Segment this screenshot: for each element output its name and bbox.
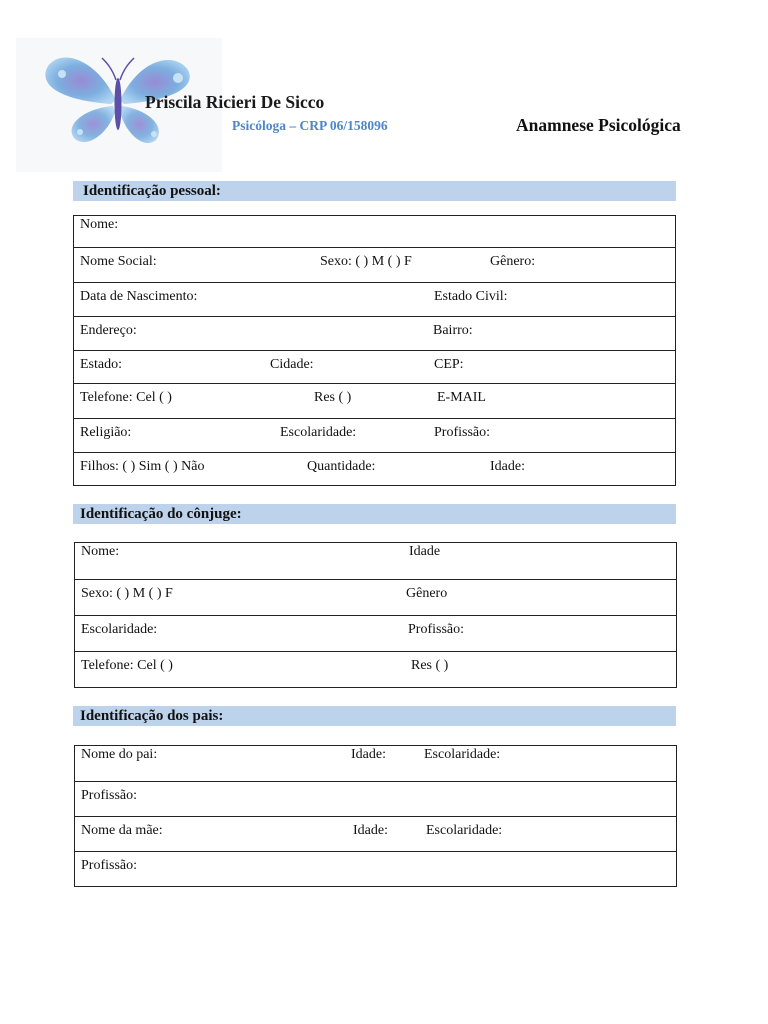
form-row: [75, 816, 676, 851]
field-label: Gênero: [406, 586, 448, 601]
field-label: Res ( ): [411, 658, 449, 673]
field-label: Profissão:: [434, 425, 490, 440]
field-label: Nome:: [81, 544, 120, 559]
field-label: Escolaridade:: [280, 425, 357, 440]
field-label: Profissão:: [81, 788, 137, 803]
form-row: [74, 452, 675, 485]
field-label: Telefone: Cel ( ): [80, 390, 172, 405]
field-label: Res ( ): [314, 390, 352, 405]
field-label: Idade: [409, 544, 441, 559]
table-pais: [74, 745, 677, 887]
form-row: [75, 746, 676, 781]
crp-registration: Psicóloga – CRP 06/158096: [232, 118, 388, 133]
field-label: Escolaridade:: [81, 622, 158, 637]
form-row: [75, 579, 676, 615]
field-label: Filhos: ( ) Sim ( ) Não: [80, 459, 205, 474]
field-label: Idade:: [351, 747, 386, 762]
form-row: [74, 216, 675, 247]
field-label: CEP:: [434, 357, 464, 372]
field-label: Profissão:: [81, 858, 137, 873]
form-row: [74, 350, 675, 383]
form-row: [75, 851, 676, 886]
form-row: [74, 316, 675, 350]
field-label: Escolaridade:: [424, 747, 501, 762]
form-row: [75, 615, 676, 651]
field-label: Sexo: ( ) M ( ) F: [81, 586, 173, 601]
field-label: Estado Civil:: [434, 289, 508, 304]
field-label: Bairro:: [433, 323, 473, 338]
field-label: Nome:: [80, 217, 119, 232]
form-row: [75, 543, 676, 579]
section-heading-conjuge: Identificação do cônjuge:: [73, 504, 676, 524]
field-label: E-MAIL: [437, 390, 486, 405]
form-row: [74, 418, 675, 452]
form-row: [75, 781, 676, 816]
form-row: [74, 282, 675, 316]
field-label: Nome do pai:: [81, 747, 158, 762]
table-pessoal: [73, 215, 676, 486]
form-row: [75, 651, 676, 687]
field-label: Endereço:: [80, 323, 137, 338]
form-row: [74, 247, 675, 282]
form-row: [74, 383, 675, 418]
table-conjuge: [74, 542, 677, 688]
section-heading-pessoal: Identificação pessoal:: [73, 181, 676, 201]
field-label: Idade:: [353, 823, 388, 838]
field-label: Nome da mãe:: [81, 823, 163, 838]
field-label: Profissão:: [408, 622, 464, 637]
field-label: Data de Nascimento:: [80, 289, 198, 304]
field-label: Escolaridade:: [426, 823, 503, 838]
field-label: Quantidade:: [307, 459, 376, 474]
section-heading-pais: Identificação dos pais:: [73, 706, 676, 726]
document-title: Anamnese Psicológica: [516, 115, 681, 135]
field-label: Estado:: [80, 357, 122, 372]
field-label: Sexo: ( ) M ( ) F: [320, 254, 412, 269]
psychologist-name: Priscila Ricieri De Sicco: [145, 92, 325, 112]
field-label: Gênero:: [490, 254, 536, 269]
field-label: Nome Social:: [80, 254, 157, 269]
field-label: Religião:: [80, 425, 132, 440]
field-label: Idade:: [490, 459, 525, 474]
field-label: Telefone: Cel ( ): [81, 658, 173, 673]
field-label: Cidade:: [270, 357, 314, 372]
